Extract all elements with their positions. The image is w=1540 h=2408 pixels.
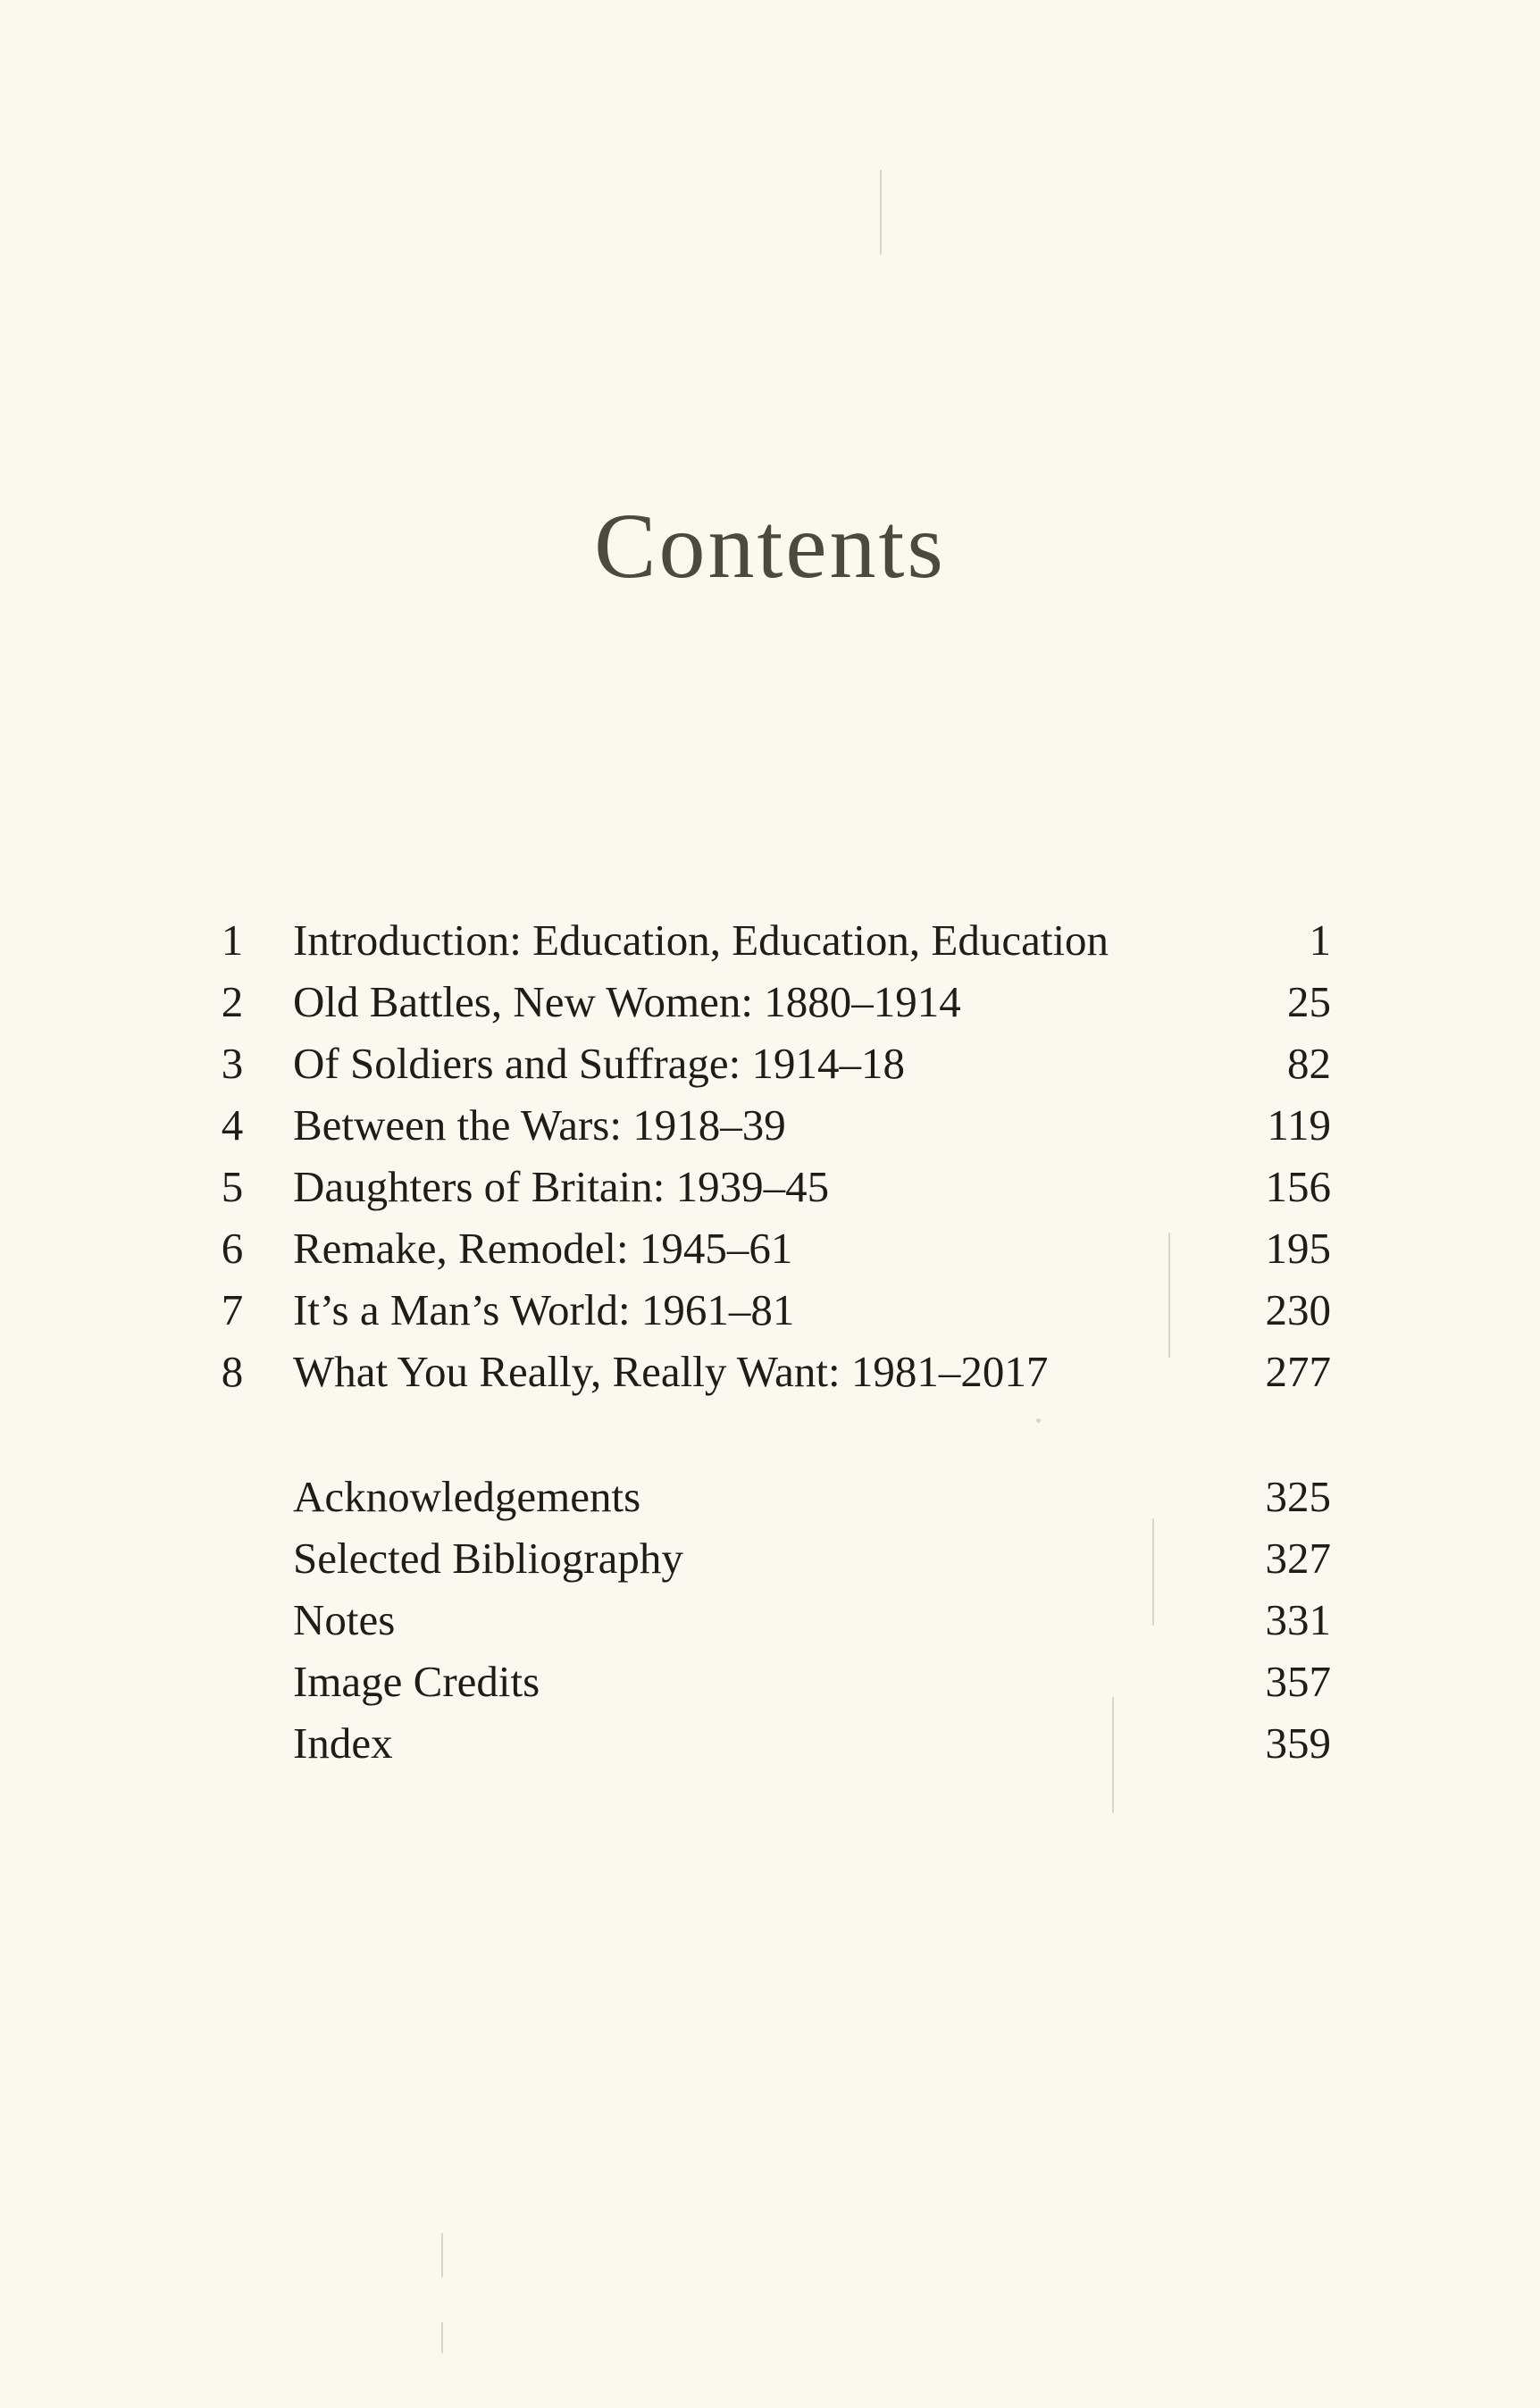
toc-image-credits[interactable] (205, 1651, 1331, 1712)
toc-chapter-3[interactable] (205, 1033, 1331, 1094)
chapter-number: 2 (221, 977, 244, 1026)
scan-mark (441, 2233, 443, 2278)
chapter-title: Daughters of Britain: 1939–45 (293, 1162, 830, 1211)
toc-selected-bibliography[interactable] (205, 1527, 1331, 1589)
page-number: 195 (1265, 1224, 1331, 1273)
back-matter-title: Selected Bibliography (293, 1534, 683, 1583)
page-number: 156 (1265, 1162, 1331, 1211)
page-number: 327 (1265, 1534, 1331, 1583)
chapter-number: 5 (221, 1162, 244, 1211)
page-number: 119 (1267, 1100, 1331, 1150)
page-number: 230 (1265, 1285, 1331, 1334)
toc-chapter-4[interactable] (205, 1094, 1331, 1156)
page-number: 277 (1265, 1347, 1331, 1396)
back-matter-title: Index (293, 1718, 393, 1768)
table-of-contents (205, 909, 1331, 1774)
chapter-number: 8 (221, 1347, 244, 1396)
page-number: 25 (1287, 977, 1331, 1026)
back-matter-title: Notes (293, 1595, 396, 1644)
chapter-title: Introduction: Education, Education, Education (293, 916, 1109, 965)
back-matter-title: Acknowledgements (293, 1472, 641, 1521)
scan-mark (441, 2322, 443, 2354)
page-number: 359 (1265, 1718, 1331, 1768)
section-divider (205, 1402, 1331, 1466)
toc-chapter-1[interactable] (205, 909, 1331, 971)
back-matter-title: Image Credits (293, 1657, 540, 1706)
chapter-number: 6 (221, 1224, 244, 1273)
chapter-number: 7 (221, 1285, 244, 1334)
chapter-number: 3 (221, 1039, 244, 1088)
toc-acknowledgements[interactable] (205, 1466, 1331, 1527)
chapter-title: Old Battles, New Women: 1880–1914 (293, 977, 961, 1026)
chapter-title: It’s a Man’s World: 1961–81 (293, 1285, 795, 1334)
chapter-number: 4 (221, 1100, 244, 1150)
toc-chapter-2[interactable] (205, 971, 1331, 1033)
toc-chapter-7[interactable] (205, 1279, 1331, 1341)
toc-notes[interactable] (205, 1589, 1331, 1651)
scan-mark (880, 170, 882, 255)
toc-index[interactable] (205, 1712, 1331, 1774)
chapter-title: Remake, Remodel: 1945–61 (293, 1224, 793, 1273)
chapter-title: Of Soldiers and Suffrage: 1914–18 (293, 1039, 905, 1088)
chapter-title: What You Really, Really Want: 1981–2017 (293, 1347, 1049, 1396)
page-number: 325 (1265, 1472, 1331, 1521)
toc-chapter-6[interactable] (205, 1217, 1331, 1279)
page-number: 1 (1309, 916, 1331, 965)
page-title: Contents (594, 495, 946, 598)
toc-chapter-8[interactable] (205, 1341, 1331, 1402)
toc-chapter-5[interactable] (205, 1156, 1331, 1217)
page-number: 82 (1287, 1039, 1331, 1088)
chapter-number: 1 (221, 916, 244, 965)
page-number: 331 (1265, 1595, 1331, 1644)
chapter-title: Between the Wars: 1918–39 (293, 1100, 786, 1150)
page-number: 357 (1265, 1657, 1331, 1706)
